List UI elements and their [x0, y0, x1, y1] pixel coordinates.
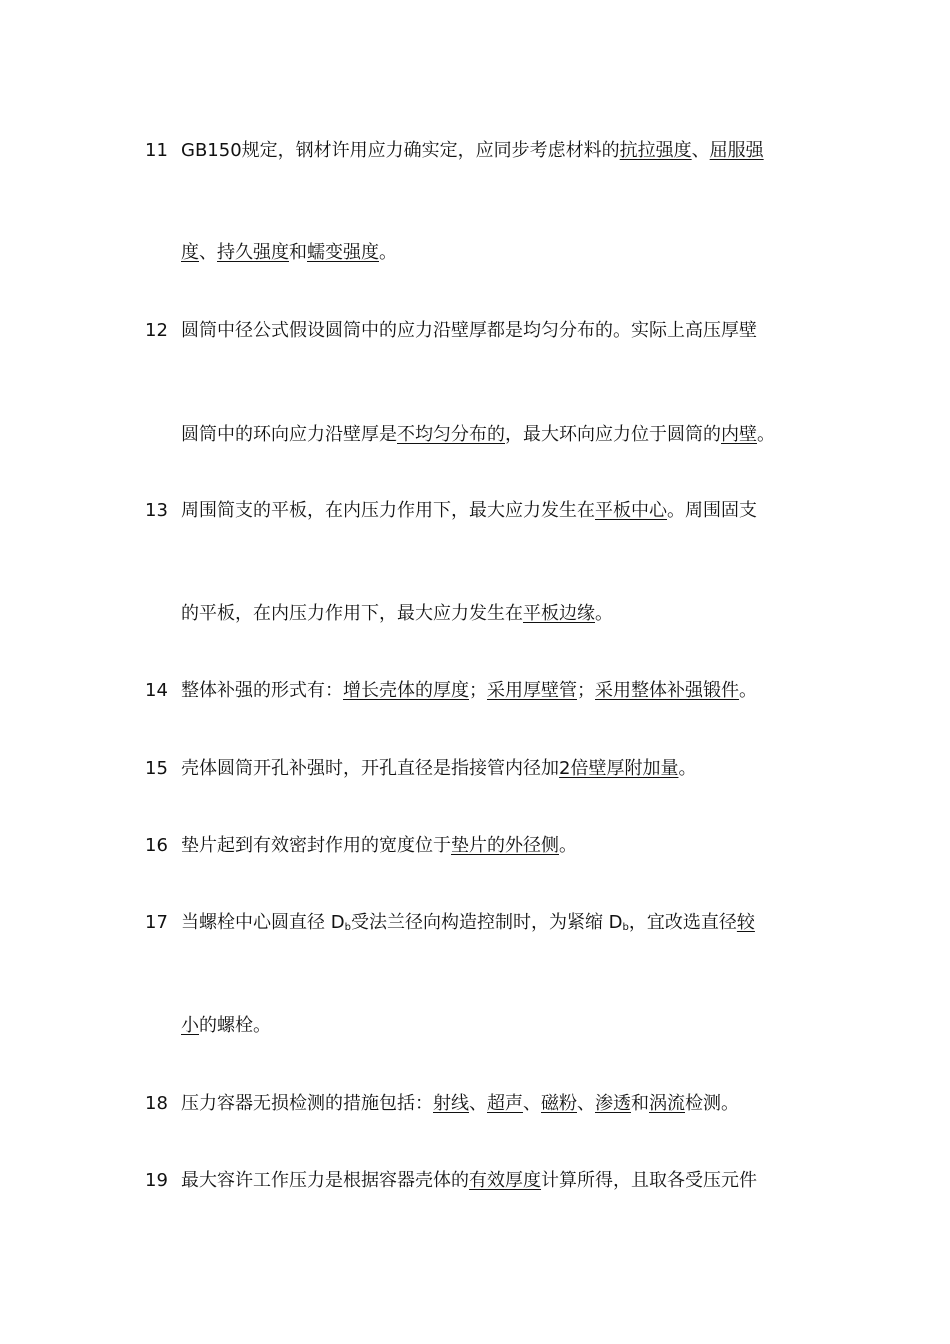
text-segment: 、 [691, 140, 710, 161]
item-text [181, 908, 755, 943]
text-segment: ； [577, 680, 595, 701]
item-text [181, 754, 696, 784]
answer-blank: 小 [181, 1015, 199, 1036]
text-segment: 、 [577, 1093, 595, 1114]
text-segment: GB150规定，钢材许用应力确实定，应同步考虑材料的 [181, 140, 620, 161]
answer-blank: 有效厚度 [469, 1170, 541, 1191]
text-segment: 。 [739, 680, 757, 701]
text-segment: 检测。 [685, 1093, 739, 1114]
text-segment: 、 [523, 1093, 541, 1114]
item-12-line-1 [0, 316, 950, 346]
item-17-line-2 [0, 1011, 950, 1041]
item-text [181, 316, 757, 346]
answer-blank: 平板边缘 [523, 603, 595, 624]
item-number: 19 [145, 1170, 168, 1191]
text-segment: 圆筒中的环向应力沿壁厚是 [181, 424, 397, 445]
subscript: b [622, 922, 629, 933]
text-segment: ，宜改选直径 [628, 912, 737, 933]
text-segment: 圆筒中径公式假设圆筒中的应力沿壁厚都是均匀分布的。实际上高压厚壁 [181, 320, 757, 341]
subscript: b [344, 922, 351, 933]
item-15-line-1 [0, 754, 950, 784]
text-segment: ，最大环向应力位于圆筒的 [505, 424, 721, 445]
answer-blank: 采用整体补强锻件 [595, 680, 739, 701]
answer-blank: 蠕变强度 [307, 242, 379, 263]
item-13-line-1 [0, 496, 950, 526]
text-segment: 压力容器无损检测的措施包括： [181, 1093, 433, 1114]
text-segment: 、 [199, 242, 217, 263]
answer-blank: 不均匀分布的 [397, 424, 505, 445]
answer-blank: 2倍壁厚附加量 [559, 758, 679, 779]
item-text [181, 1166, 757, 1196]
item-number: 12 [145, 320, 168, 341]
answer-blank: 度 [181, 242, 199, 263]
item-number: 16 [145, 835, 168, 856]
item-13-line-2 [0, 599, 950, 629]
item-text [181, 676, 757, 706]
text-segment: ； [469, 680, 487, 701]
text-segment: 周围简支的平板，在内压力作用下，最大应力发生在 [181, 500, 595, 521]
text-segment: 计算所得，且取各受压元件 [541, 1170, 757, 1191]
text-segment: 垫片起到有效密封作用的宽度位于 [181, 835, 451, 856]
item-text [181, 238, 397, 268]
item-text [181, 1011, 271, 1041]
item-text [181, 136, 764, 166]
answer-blank: 抗拉强度 [619, 140, 692, 161]
text-segment: 和 [289, 242, 307, 263]
item-text [181, 831, 577, 861]
text-segment: 。周围固支 [667, 500, 757, 521]
answer-blank: 持久强度 [217, 242, 289, 263]
answer-blank: 采用厚壁管 [487, 680, 577, 701]
item-11-line-2 [0, 238, 950, 268]
text-segment: 当螺栓中心圆直径 D [181, 912, 345, 933]
item-18-line-1 [0, 1089, 950, 1119]
item-19-line-1 [0, 1166, 950, 1196]
item-text [181, 1089, 739, 1119]
item-text [181, 496, 757, 526]
text-segment: 和 [631, 1093, 649, 1114]
item-number: 17 [145, 912, 168, 933]
text-segment: 。 [678, 758, 697, 779]
answer-blank: 渗透 [595, 1093, 631, 1114]
text-segment: 壳体圆筒开孔补强时，开孔直径是指接管内径加 [181, 758, 559, 779]
text-segment: 整体补强的形式有： [181, 680, 343, 701]
item-number: 15 [145, 758, 168, 779]
answer-blank: 较 [736, 912, 755, 933]
item-14-line-1 [0, 676, 950, 706]
answer-blank: 磁粉 [541, 1093, 577, 1114]
text-segment: 的平板，在内压力作用下，最大应力发生在 [181, 603, 523, 624]
item-number: 13 [145, 500, 168, 521]
item-number: 14 [145, 680, 168, 701]
item-12-line-2 [0, 420, 950, 450]
item-text [181, 599, 613, 629]
answer-blank: 射线 [433, 1093, 469, 1114]
item-text [181, 420, 775, 450]
answer-blank: 内壁 [721, 424, 757, 445]
text-segment: 。 [379, 242, 397, 263]
answer-blank: 平板中心 [595, 500, 667, 521]
answer-blank: 涡流 [649, 1093, 685, 1114]
text-segment: 。 [757, 424, 775, 445]
text-segment: 最大容许工作压力是根据容器壳体的 [181, 1170, 469, 1191]
answer-blank: 屈服强 [709, 140, 764, 161]
answer-blank: 增长壳体的厚度 [343, 680, 469, 701]
item-11-line-1 [0, 136, 950, 166]
item-number: 18 [145, 1093, 168, 1114]
text-segment: 的螺栓。 [199, 1015, 271, 1036]
text-segment: 、 [469, 1093, 487, 1114]
text-segment: 。 [559, 835, 577, 856]
item-16-line-1 [0, 831, 950, 861]
answer-blank: 垫片的外径侧 [451, 835, 559, 856]
text-segment: 。 [595, 603, 613, 624]
text-segment: 受法兰径向构造控制时，为紧缩 D [350, 912, 623, 933]
item-number: 11 [145, 140, 168, 161]
answer-blank: 超声 [487, 1093, 523, 1114]
item-17-line-1 [0, 908, 950, 938]
